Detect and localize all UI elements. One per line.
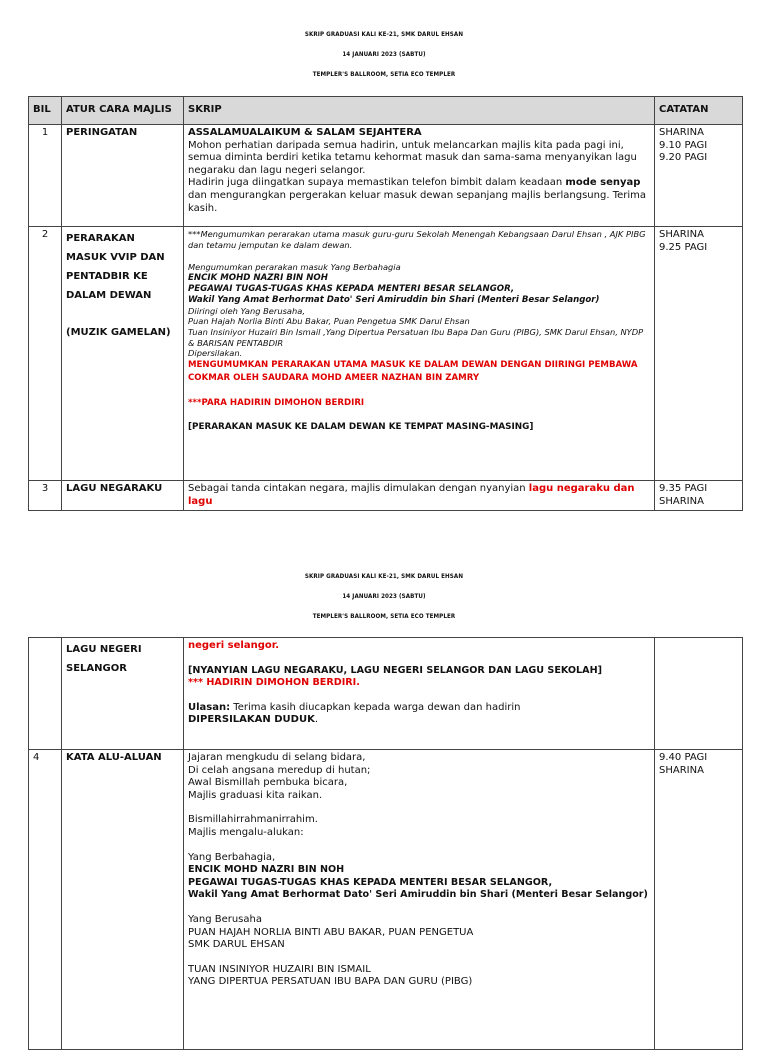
catatan-time: 9.40 PAGI [659,752,708,763]
header-venue: TEMPLER'S BALLROOM, SETIA ECO TEMPLER [312,71,456,78]
row-skrip [184,750,655,1050]
catatan-name: SHARINA [659,764,704,776]
script-text: Dipersilakan. [188,348,243,359]
announcement-red: MENGUMUMKAN PERARAKAN UTAMA MASUK KE DALAM DEWAN DENGAN DIIRINGI PEMBAWA COKMAR OLEH SAUDARA MOHD AMEER NAZHAN BIN ZAMRY [188,359,638,383]
pantun-line: Majlis graduasi kita raikan. [188,789,323,801]
text-span: DIPERSILAKAN DUDUK [188,714,315,726]
script-text: Mohon perhatian daripada semua hadirin, untuk melancarkan majlis kita pada pagi ini, semua diminta berdiri ketika tetamu kehormat masuk dan sama-sama menyanyikan lagu negaraku dan lagu negeri selangor. [188,139,637,176]
row-bil: 1 [29,125,62,227]
page-header-2 [0,567,768,627]
row-skrip [184,125,655,227]
script-text: Tuan Insiniyor Huzairi Bin Ismail ,Yang Dipertua Persatuan Ibu Bapa Dan Guru (PIBG), SMK Darul Ehsan, NYDP & BARISAN PENTABDIR [188,326,644,348]
guest-name: PUAN HAJAH NORLIA BINTI ABU BAKAR, PUAN PENGETUA [188,926,474,938]
vip-representative: Wakil Yang Amat Berhormat Dato' Seri Amiruddin bin Shari (Menteri Besar Selangor) [188,294,600,305]
catatan-time: 9.35 PAGI [659,483,708,494]
stand-instruction: *** HADIRIN DIMOHON BERDIRI. [188,677,360,689]
row-catatan [655,227,743,481]
script-text: Majlis mengalu-alukan: [188,826,304,838]
row-bil [29,638,62,750]
vip-representative: Wakil Yang Amat Berhormat Dato' Seri Amiruddin bin Shari (Menteri Besar Selangor) [188,889,648,901]
catatan-name: SHARINA [659,127,704,138]
vip-title: PEGAWAI TUGAS-TUGAS KHAS KEPADA MENTERI BESAR SELANGOR, [188,876,553,888]
catatan-name: SHARINA [659,495,704,507]
script-text: Yang Berbahagia, [188,851,276,863]
row-atur-cara: PERINGATAN [62,125,184,227]
header-title: SKRIP GRADUASI KALI KE-21, SMK DARUL EHSAN [304,31,464,38]
header-venue: TEMPLER'S BALLROOM, SETIA ECO TEMPLER [312,613,456,620]
text-span: . [314,714,319,726]
row-catatan [655,125,743,227]
song-title-red: lagu negaraku dan lagu [188,483,635,507]
header-title: SKRIP GRADUASI KALI KE-21, SMK DARUL EHSAN [304,573,464,580]
script-text [188,177,650,215]
row-bil: 4 [29,750,62,1050]
text-span: dan mengurangkan pergerakan keluar masuk dewan sepanjang majlis berlangsung. Terima kasih. [188,189,647,214]
song-title-red: negeri selangor. [188,640,280,651]
table-header-row [29,97,743,125]
script-text: ***Mengumumkan perarakan utama masuk guru-guru Sekolah Menengah Kebangsaan Darul Ehsan , AJK PIBG dan tetamu jemputan ke dalam dewan. [188,229,646,250]
script-table-page-2 [28,637,743,1050]
salutation: ASSALAMUALAIKUM & SALAM SEJAHTERA [188,127,422,138]
guest-title: YANG DIPERTUA PERSATUAN IBU BAPA DAN GURU (PIBG) [188,976,473,988]
ulasan-text [188,702,650,715]
row-skrip [184,638,655,750]
text-span: Hadirin juga diingatkan supaya memastikan telefon bimbit dalam keadaan [188,177,566,189]
sit-instruction [188,714,650,727]
table-row [29,227,743,481]
row-skrip [184,227,655,481]
script-text: Puan Hajah Norlia Binti Abu Bakar, Puan Pengetua SMK Darul Ehsan [188,316,470,327]
text-span: Terima kasih diucapkan kepada warga dewan dan hadirin [230,701,521,713]
page-header-1 [0,25,768,85]
col-atur-cara: ATUR CARA MAJLIS [62,97,184,125]
ulasan-label: Ulasan: [188,701,231,713]
pantun-line: Awal Bismillah pembuka bicara, [188,777,348,789]
row-atur-cara [62,227,184,481]
script-text: Yang Berusaha [188,913,262,925]
guest-school: SMK DARUL EHSAN [188,939,285,951]
script-table-page-1 [28,96,743,511]
header-date: 14 JANUARI 2023 (SABTU) [342,593,426,600]
mode-senyap-text: mode senyap [565,177,641,189]
row-catatan [655,481,743,511]
script-text: Mengumumkan perarakan masuk Yang Berbahagia [188,262,401,273]
row-bil: 3 [29,481,62,511]
script-text: Bismillahirrahmanirrahim. [188,814,318,826]
col-skrip: SKRIP [184,97,655,125]
header-date: 14 JANUARI 2023 (SABTU) [342,51,426,58]
script-text: Sebagai tanda cintakan negara, majlis dimulakan dengan nyanyian [188,483,529,494]
atur-cara-label: PERARAKAN MASUK VVIP DAN PENTADBIR KE DALAM DEWAN [66,233,165,301]
row-catatan [655,638,743,750]
pantun-line: Jajaran mengkudu di selang bidara, [188,752,366,763]
vip-title: PEGAWAI TUGAS-TUGAS KHAS KEPADA MENTERI BESAR SELANGOR, [188,283,515,294]
catatan-time: 9.20 PAGI [659,152,708,164]
table-row [29,750,743,1050]
col-catatan: CATATAN [655,97,743,125]
guest-name: TUAN INSINIYOR HUZAIRI BIN ISMAIL [188,963,371,975]
pantun-line: Di celah angsana meredup di hutan; [188,764,371,776]
row-atur-cara: LAGU NEGARAKU [62,481,184,511]
row-catatan [655,750,743,1050]
table-row [29,638,743,750]
atur-cara-label: LAGU NEGERI SELANGOR [66,644,142,674]
stand-instruction: ***PARA HADIRIN DIMOHON BERDIRI [188,397,365,408]
table-row [29,481,743,511]
col-bil: BIL [29,97,62,125]
catatan-time: 9.10 PAGI [659,139,708,151]
table-row [29,125,743,227]
vip-name: ENCIK MOHD NAZRI BIN NOH [188,864,345,876]
row-bil: 2 [29,227,62,481]
catatan-time: 9.25 PAGI [659,241,708,253]
vip-name: ENCIK MOHD NAZRI BIN NOH [188,272,328,283]
script-text: Diiringi oleh Yang Berusaha, [188,305,305,316]
row-atur-cara: KATA ALU-ALUAN [62,750,184,1050]
procession-note: [PERARAKAN MASUK KE DALAM DEWAN KE TEMPAT MASING-MASING] [188,422,534,433]
atur-cara-note: (MUZIK GAMELAN) [66,327,171,338]
row-skrip [184,481,655,511]
catatan-name: SHARINA [659,229,704,240]
song-list: [NYANYIAN LAGU NEGARAKU, LAGU NEGERI SELANGOR DAN LAGU SEKOLAH] [188,664,602,676]
row-atur-cara [62,638,184,750]
